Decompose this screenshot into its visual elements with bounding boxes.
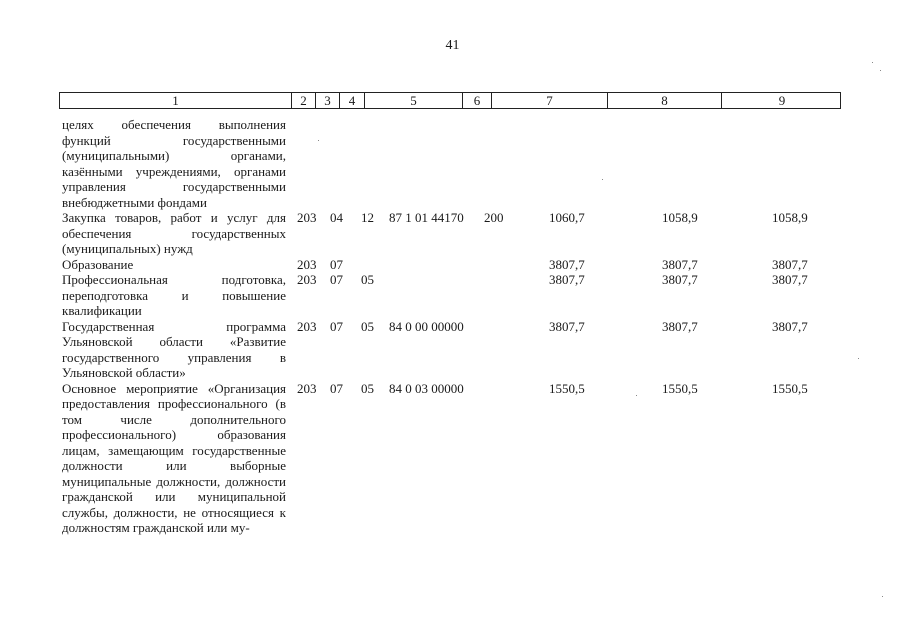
table-row bbox=[0, 272, 905, 319]
cell-amount-2: 3807,7 bbox=[662, 318, 698, 334]
table-row bbox=[0, 117, 905, 210]
cell-subsection: 05 bbox=[361, 318, 374, 334]
header-col-2: 2 bbox=[291, 93, 315, 108]
scan-speck bbox=[880, 70, 881, 71]
cell-section: 07 bbox=[330, 380, 343, 396]
page-number: 41 bbox=[445, 38, 460, 53]
table-row bbox=[0, 319, 905, 381]
cell-admin-code: 203 bbox=[297, 210, 317, 225]
cell-admin-code: 203 bbox=[297, 256, 317, 272]
table-body bbox=[0, 117, 905, 536]
cell-admin-code: 203 bbox=[297, 272, 317, 287]
cell-expense-type: 200 bbox=[484, 210, 504, 225]
header-col-1: 1 bbox=[172, 93, 179, 108]
scan-speck bbox=[636, 395, 637, 396]
cell-amount-2: 1058,9 bbox=[662, 210, 698, 225]
table-row bbox=[0, 381, 905, 536]
cell-amount-3: 3807,7 bbox=[772, 256, 808, 272]
cell-section: 07 bbox=[330, 272, 343, 287]
cell-amount-2: 3807,7 bbox=[662, 256, 698, 272]
row-description: Профессиональная подготовка, переподготовка и повышение квалификации bbox=[62, 272, 286, 318]
cell-amount-1: 3807,7 bbox=[549, 318, 585, 334]
cell-amount-1: 1550,5 bbox=[549, 380, 585, 396]
row-description: Государственная программа Ульяновской области «Развитие государственного управления в Ульяновской области» bbox=[62, 318, 286, 380]
header-col-7: 7 bbox=[491, 93, 607, 108]
table-row bbox=[0, 257, 905, 273]
cell-target-article: 84 0 03 00000 bbox=[389, 380, 464, 396]
cell-section: 07 bbox=[330, 256, 343, 272]
row-description: Основное мероприятие «Организация предоставления профессионального (в том числе дополнительного профессионального) образования лицам, замещающим государственные должности или выборные муниципальные должности, должности гражданской или муниципальной службы, должности, не относящиеся к должностям гражданской или му- bbox=[62, 380, 286, 535]
row-description: Образование bbox=[62, 256, 134, 272]
header-col-6: 6 bbox=[462, 93, 491, 108]
cell-target-article: 87 1 01 44170 bbox=[389, 210, 464, 225]
cell-amount-3: 3807,7 bbox=[772, 272, 808, 287]
cell-amount-1: 1060,7 bbox=[549, 210, 585, 225]
cell-amount-1: 3807,7 bbox=[549, 272, 585, 287]
cell-amount-1: 3807,7 bbox=[549, 256, 585, 272]
header-col-8: 8 bbox=[607, 93, 721, 108]
cell-section: 04 bbox=[330, 210, 343, 225]
row-description: Закупка товаров, работ и услуг для обеспечения государственных (муниципальных) нужд bbox=[62, 210, 286, 256]
cell-admin-code: 203 bbox=[297, 318, 317, 334]
row-description: целях обеспечения выполнения функций государственными (муниципальными) органами, казёнными учреждениями, органами управления государственными внебюджетными фондами bbox=[62, 117, 286, 210]
scan-speck bbox=[882, 596, 883, 597]
scan-speck bbox=[858, 358, 859, 359]
header-col-9: 9 bbox=[721, 93, 842, 108]
scan-speck bbox=[872, 62, 873, 63]
cell-amount-2: 1550,5 bbox=[662, 380, 698, 396]
cell-amount-3: 1058,9 bbox=[772, 210, 808, 225]
cell-amount-3: 1550,5 bbox=[772, 380, 808, 396]
cell-subsection: 12 bbox=[361, 210, 374, 225]
cell-amount-3: 3807,7 bbox=[772, 318, 808, 334]
header-col-5: 5 bbox=[364, 93, 462, 108]
cell-subsection: 05 bbox=[361, 272, 374, 287]
table-row bbox=[0, 210, 905, 257]
scan-speck bbox=[318, 140, 319, 141]
cell-admin-code: 203 bbox=[297, 380, 317, 396]
cell-section: 07 bbox=[330, 318, 343, 334]
header-col-3: 3 bbox=[315, 93, 339, 108]
cell-amount-2: 3807,7 bbox=[662, 272, 698, 287]
header-col-4: 4 bbox=[339, 93, 364, 108]
cell-target-article: 84 0 00 00000 bbox=[389, 318, 464, 334]
cell-subsection: 05 bbox=[361, 380, 374, 396]
table-header-row bbox=[59, 92, 841, 109]
scan-speck bbox=[602, 179, 603, 180]
